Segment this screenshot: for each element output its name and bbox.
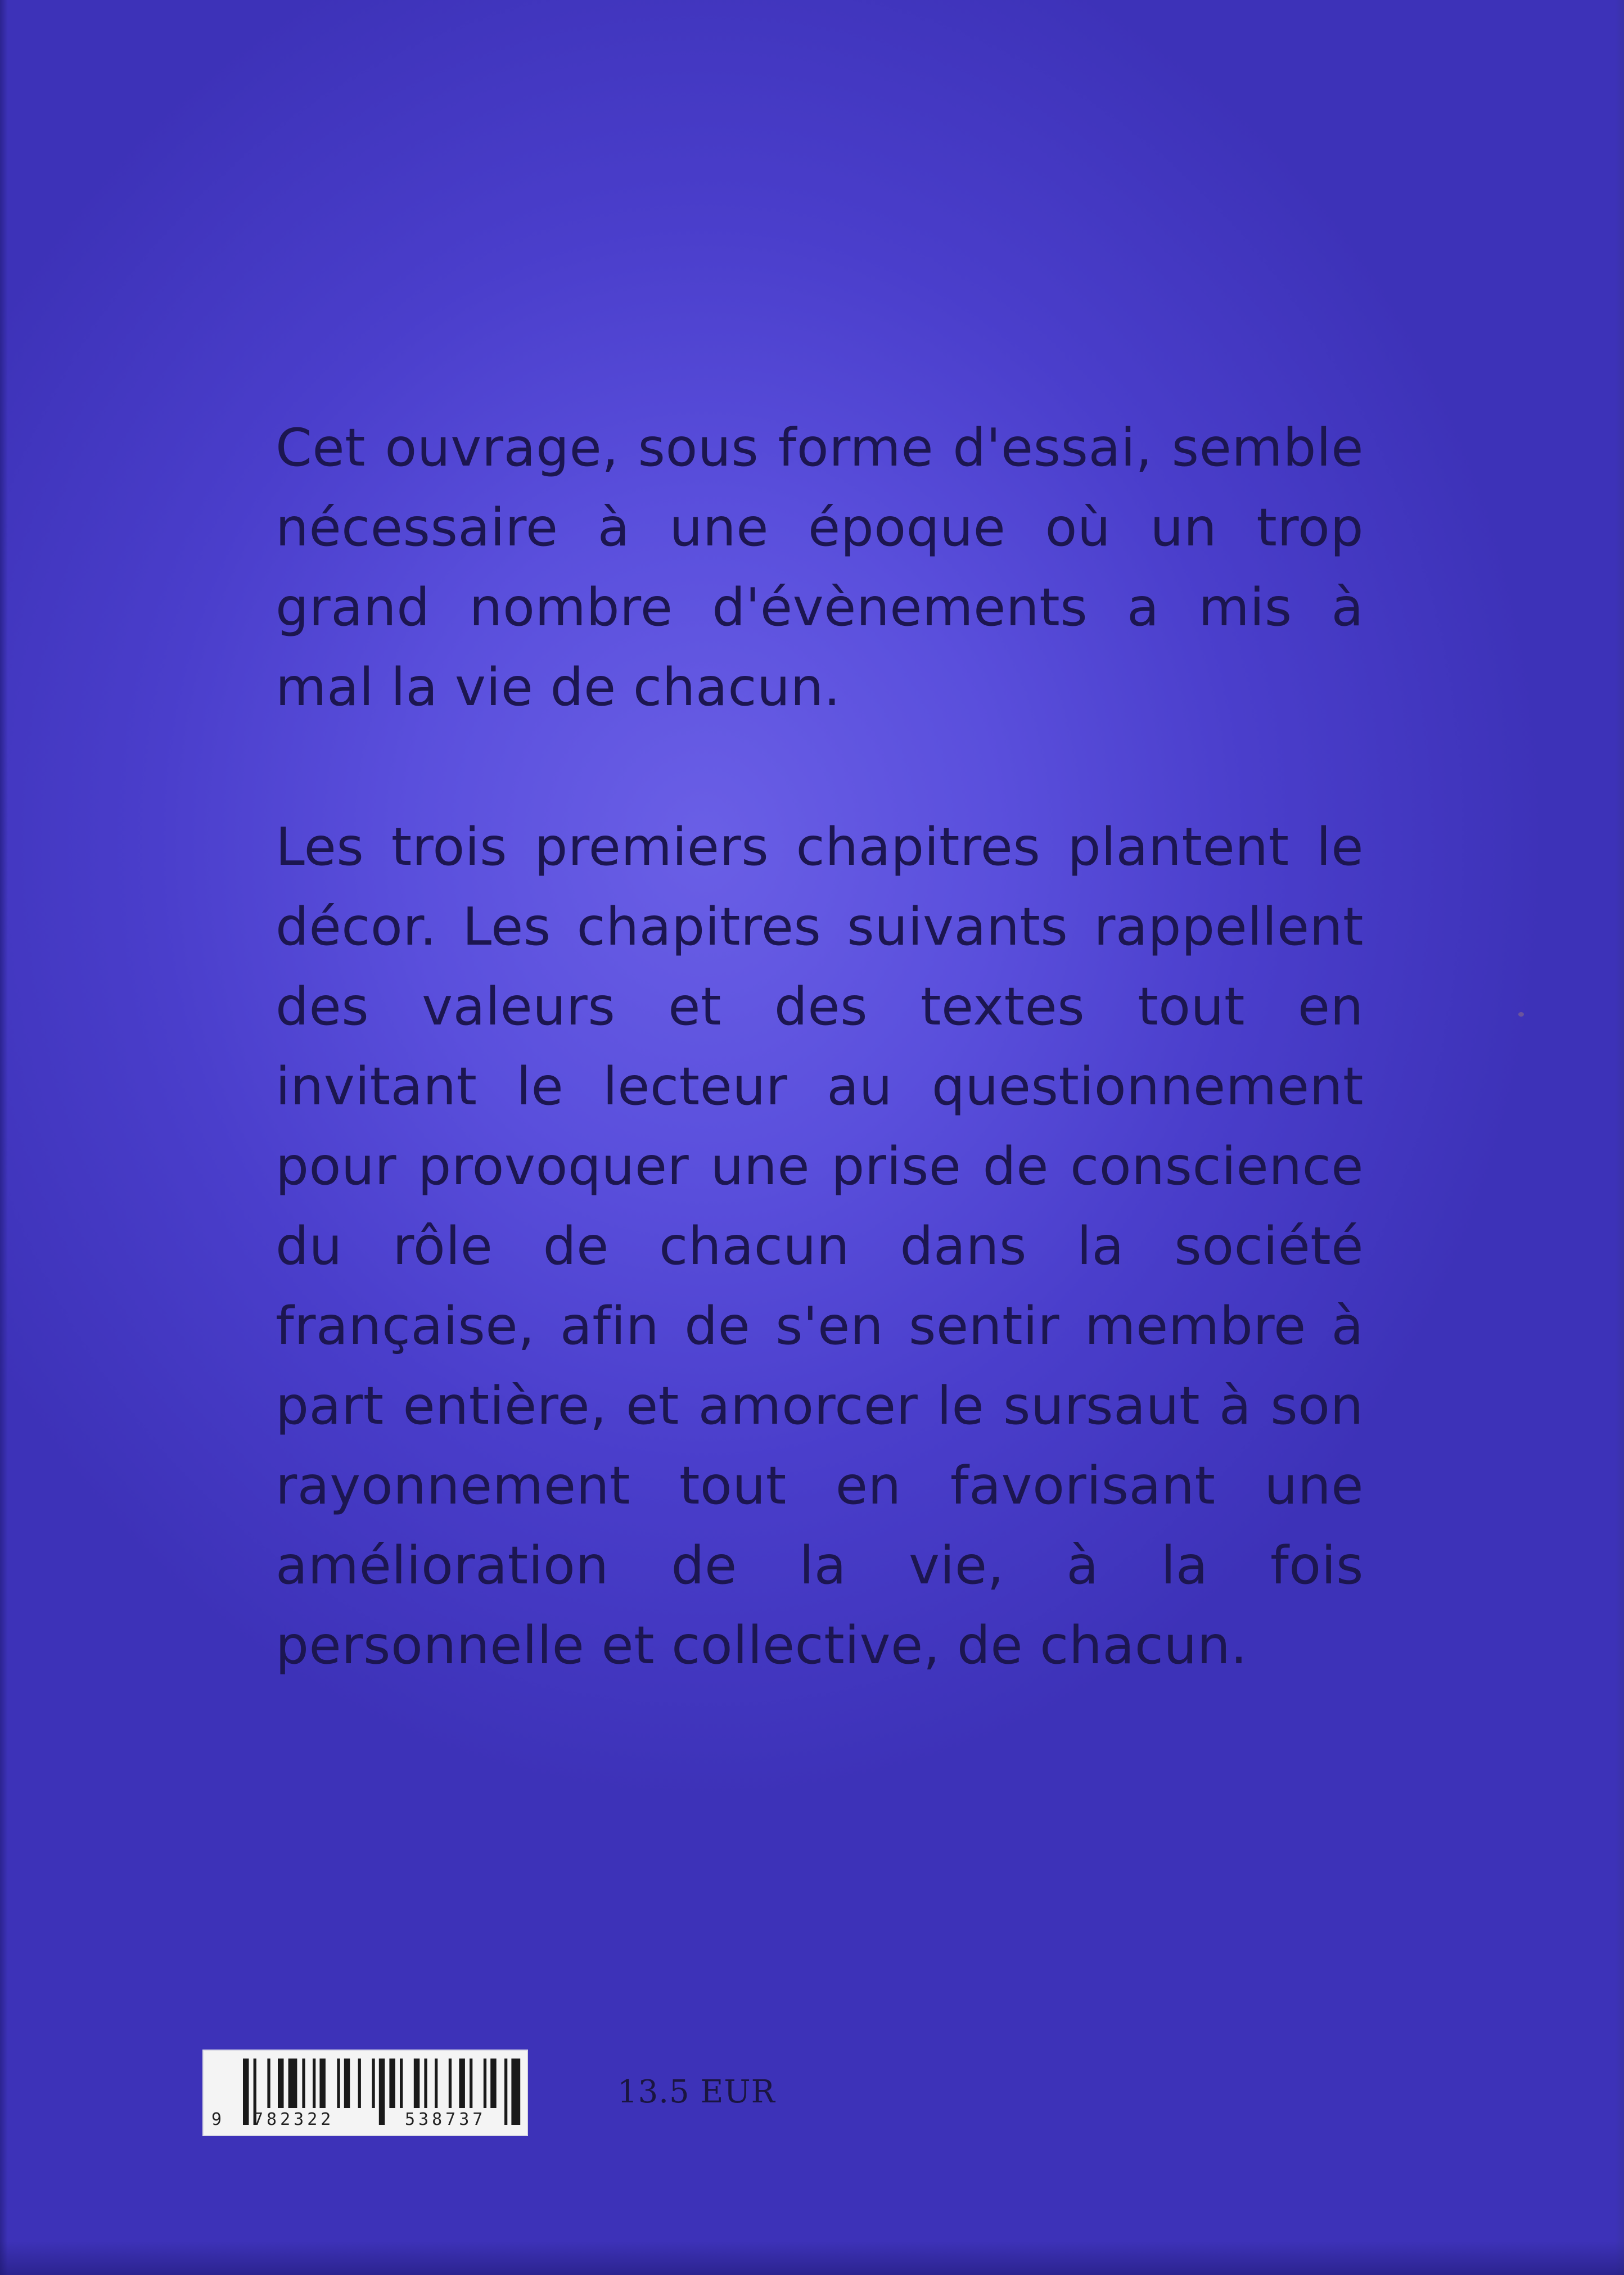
barcode-digit-group-2: 538737 bbox=[405, 2110, 486, 2129]
barcode-bar bbox=[459, 2059, 465, 2108]
barcode-bar bbox=[372, 2059, 375, 2108]
cover-bottom-edge bbox=[0, 2241, 1624, 2275]
blurb-paragraph-2: Les trois premiers chapitres plantent le décor. Les chapitres suivants rappellent des valeurs et des textes tout en invitant le lecteur au questionnement pour provoquer une prise de conscience du rôle de chacun dans la société française, afin de s'en sentir membre à part entière, et amorcer le sursaut à son rayonnement tout en favorisant une amélioration de la vie, à la fois personnelle et collective, de chacun. bbox=[276, 816, 1364, 1676]
blurb-paragraph-1: Cet ouvrage, sous forme d'essai, semble nécessaire à une époque où un trop grand nombre d'évènements a mis à mal la vie de chacun. bbox=[276, 417, 1364, 717]
barcode-bar bbox=[490, 2059, 497, 2108]
barcode-bar bbox=[389, 2059, 395, 2108]
barcode-bar bbox=[449, 2059, 452, 2108]
barcode-bar bbox=[267, 2059, 270, 2108]
barcode-bar bbox=[424, 2059, 427, 2108]
barcode-bar bbox=[344, 2059, 350, 2108]
barcode-bar bbox=[337, 2059, 340, 2108]
cover-left-edge bbox=[0, 0, 8, 2275]
barcode-bar bbox=[358, 2059, 361, 2108]
barcode-bar bbox=[302, 2059, 305, 2108]
barcode-bar bbox=[400, 2059, 403, 2108]
barcode-bar bbox=[278, 2059, 284, 2108]
cover-speck bbox=[1518, 1012, 1524, 1017]
barcode-bar bbox=[313, 2059, 315, 2108]
barcode-bar bbox=[484, 2059, 486, 2108]
cover-right-edge bbox=[1615, 0, 1624, 2275]
barcode-bar bbox=[319, 2059, 326, 2108]
back-cover-blurb bbox=[276, 408, 1364, 1685]
barcode-bar bbox=[288, 2059, 297, 2108]
barcode-digits bbox=[204, 2110, 527, 2132]
barcode-digit-group-1: 782322 bbox=[253, 2110, 335, 2129]
barcode-bar bbox=[414, 2059, 420, 2108]
barcode-lead-digit: 9 bbox=[211, 2110, 222, 2129]
isbn-barcode bbox=[202, 2050, 528, 2136]
barcode-bar bbox=[470, 2059, 472, 2108]
price-label: 13.5 EUR bbox=[617, 2074, 775, 2110]
barcode-bar bbox=[435, 2059, 437, 2108]
